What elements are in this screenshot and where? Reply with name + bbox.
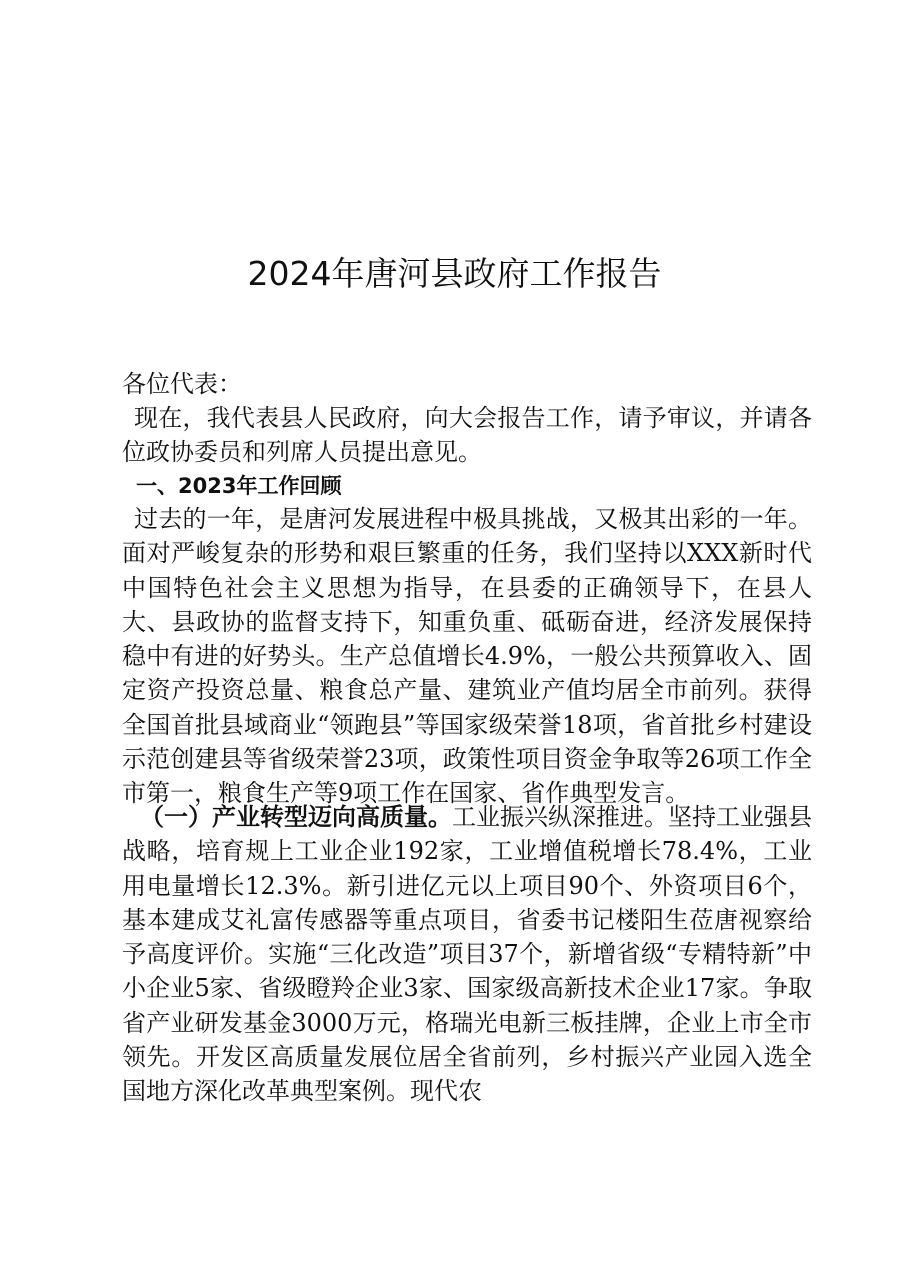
industry-lead: （一）产业转型迈向高质量。 — [140, 802, 452, 831]
section-heading: 一、2023年工作回顾 — [136, 474, 342, 498]
industry-text: 工业振兴纵深推进。坚持工业强县战略，培育规上工业企业192家，工业增值税增长78.4%，工业用电量增长12.3%。新引进亿元以上项目90个、外资项目6个，基本建成艾礼富传感器等重点项目，省委书记楼阳生莅唐视察给予高度评价。实施“三化改造”项目37个，新增省级“专精特新”中小企业5家、省级瞪羚企业3家、国家级高新技术企业17家。争取省产业研发基金3000万元，格瑞光电新三板挂牌，企业上市全市领先。开发区高质量发展位居全省前列，乡村振兴产业园入选全国地方深化改革典型案例。现代农 — [122, 803, 812, 1106]
review-paragraph: 过去的一年，是唐河发展进程中极具挑战，又极其出彩的一年。面对严峻复杂的形势和艰巨繁重的任务，我们坚持以XXX新时代中国特色社会主义思想为指导，在县委的正确领导下，在县人大、县政协的监督支持下，知重负重、砥砺奋进，经济发展保持稳中有进的好势头。生产总值增长4.9%，一般公共预算收入、固定资产投资总量、粮食总产量、建筑业产值均居全市前列。获得全国首批县域商业“领跑县”等国家级荣誉18项，省首批乡村建设示范创建县等省级荣誉23项，政策性项目资金争取等26项工作全市第一，粮食生产等9项工作在国家、省作典型发言。 — [122, 505, 812, 808]
document-title: 2024年唐河县政府工作报告 — [247, 254, 662, 293]
intro-paragraph: 现在，我代表县人民政府，向大会报告工作，请予审议，并请各位政协委员和列席人员提出意见。 — [122, 404, 812, 467]
salutation: 各位代表： — [122, 370, 242, 398]
industry-paragraph — [122, 800, 812, 1109]
